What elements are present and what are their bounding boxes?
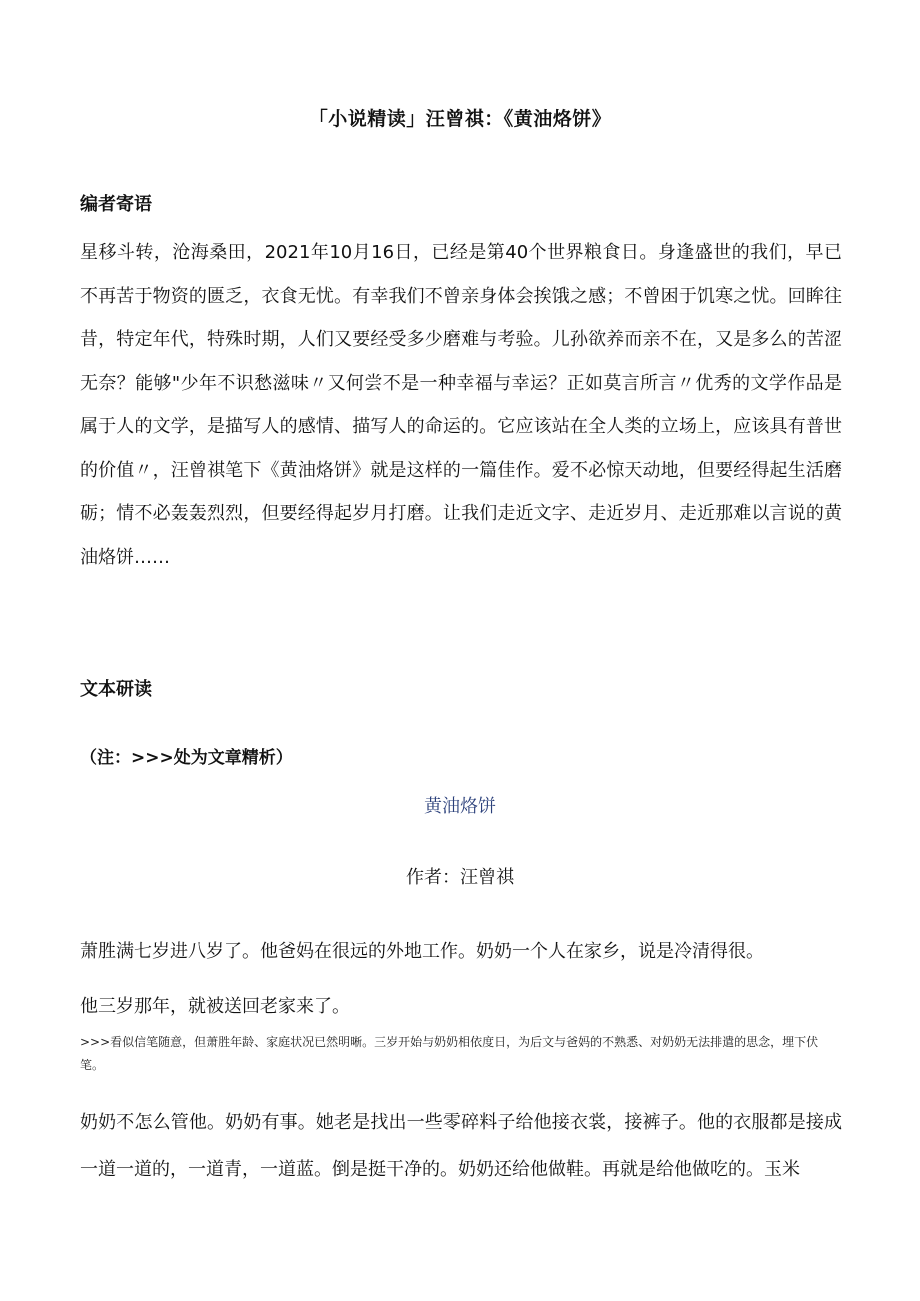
story-paragraph: 他三岁那年，就被送回老家来了。 [80,996,350,1017]
story-author: 作者：汪曾祺 [406,867,514,888]
analysis-comment: >>>看似信笔随意，但萧胜年龄、家庭状况已然明晰。三岁开始与奶奶相依度日，为后文与爸妈的不熟悉、对奶奶无法排遣的思念，埋下伏笔。 [80,1035,819,1072]
editor-note-paragraph: 星移斗转，沧海桑田，2021年10月16日，已经是第40个世界粮食日。身逢盛世的我们，早已不再苦于物资的匮乏，衣食无忧。有幸我们不曾亲身体会挨饿之感；不曾困于饥寒之忧。回眸往昔，特定年代，特殊时期，人们又要经受多少磨难与考验。儿孙欲养而亲不在，又是多么的苦涩无奈？能够"少年不识愁滋味〃又何尝不是一种幸福与幸运？正如莫言所言〃优秀的文学作品是属于人的文学，是描写人的感情、描写人的命运的。它应该站在全人类的立场上，应该具有普世的价值〃，汪曾祺笔下《黄油烙饼》就是这样的一篇佳作。爱不必惊天动地，但要经得起生活磨砺；情不必轰轰烈烈，但要经得起岁月打磨。让我们走近文字、走近岁月、走近那难以言说的黄油烙饼…… [80,242,842,568]
text-study-heading: 文本研读 [80,679,152,700]
story-title: 黄油烙饼 [424,796,496,817]
editor-note-heading: 编者寄语 [80,194,152,215]
document-title: 「小说精读」汪曾祺：《黄油烙饼》 [308,108,612,130]
story-paragraph: 萧胜满七岁进八岁了。他爸妈在很远的外地工作。奶奶一个人在家乡，说是冷清得很。 [80,941,764,962]
analysis-note: （注：>>>处为文章精析） [80,748,293,768]
story-paragraph: 奶奶不怎么管他。奶奶有事。她老是找出一些零碎料子给他接衣裳，接裤子。他的衣服都是接成一道一道的，一道青，一道蓝。倒是挺干净的。奶奶还给他做鞋。再就是给他做吃的。玉米 [80,1112,842,1180]
